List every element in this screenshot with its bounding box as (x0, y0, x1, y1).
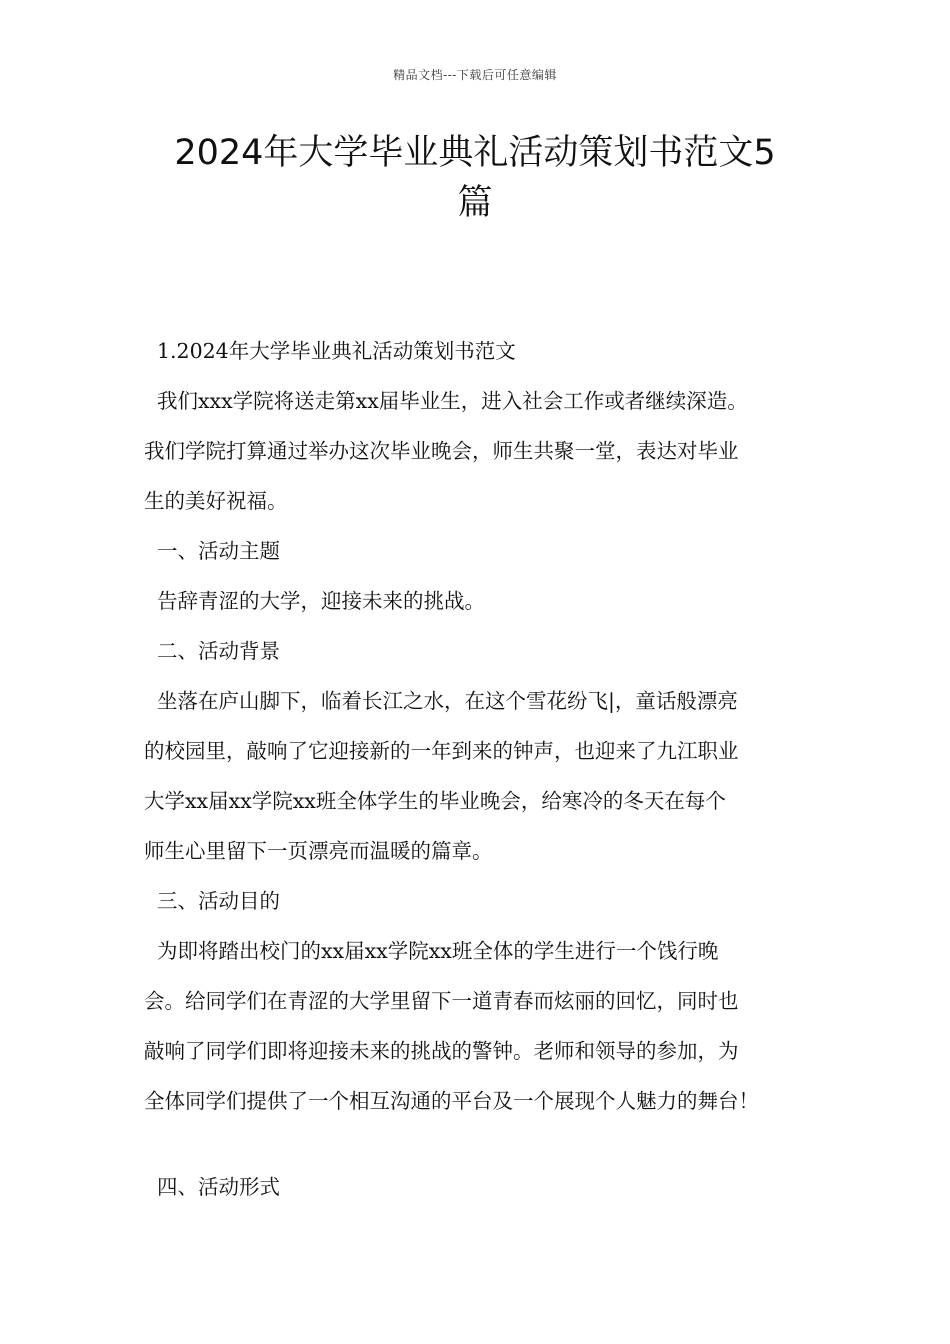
section-heading: 1.2024年大学毕业典礼活动策划书范文 (157, 339, 516, 363)
document-title (120, 128, 830, 228)
paragraph-line: 敲响了同学们即将迎接未来的挑战的警钟。老师和领导的参加，为 (144, 1039, 739, 1063)
paragraph-line: 为即将踏出校门的xx届xx学院xx班全体的学生进行一个饯行晚 (157, 939, 719, 963)
paragraph-line: 生的美好祝福。 (144, 489, 288, 513)
paragraph-line: 师生心里留下一页漂亮而温暖的篇章。 (144, 839, 493, 863)
paragraph-line: 我们学院打算通过举办这次毕业晚会，师生共聚一堂，表达对毕业 (144, 439, 739, 463)
section-heading: 三、活动目的 (157, 889, 280, 913)
paragraph-line: 告辞青涩的大学，迎接未来的挑战。 (157, 589, 485, 613)
paragraph-gap (144, 1126, 814, 1162)
paragraph-line: 全体同学们提供了一个相互沟通的平台及一个展现个人魅力的舞台！ (144, 1089, 759, 1113)
document-body (144, 326, 814, 1212)
title-line-1: 2024年大学毕业典礼活动策划书范文5 (174, 133, 776, 173)
paragraph-line: 大学xx届xx学院xx班全体学生的毕业晚会，给寒冷的冬天在每个 (144, 789, 726, 813)
title-line-2: 篇 (457, 183, 493, 223)
header-note: 精品文档---下载后可任意编辑 (393, 68, 557, 82)
section-heading: 四、活动形式 (157, 1175, 280, 1199)
paragraph-line: 我们xxx学院将送走第xx届毕业生，进入社会工作或者继续深造。 (157, 389, 748, 413)
section-heading: 二、活动背景 (157, 639, 280, 663)
paragraph-line: 坐落在庐山脚下，临着长江之水，在这个雪花纷飞|，童话般漂亮 (157, 689, 738, 713)
paragraph-line: 的校园里，敲响了它迎接新的一年到来的钟声，也迎来了九江职业 (144, 739, 739, 763)
paragraph-line: 会。给同学们在青涩的大学里留下一道青春而炫丽的回忆，同时也 (144, 989, 739, 1013)
section-heading: 一、活动主题 (157, 539, 280, 563)
